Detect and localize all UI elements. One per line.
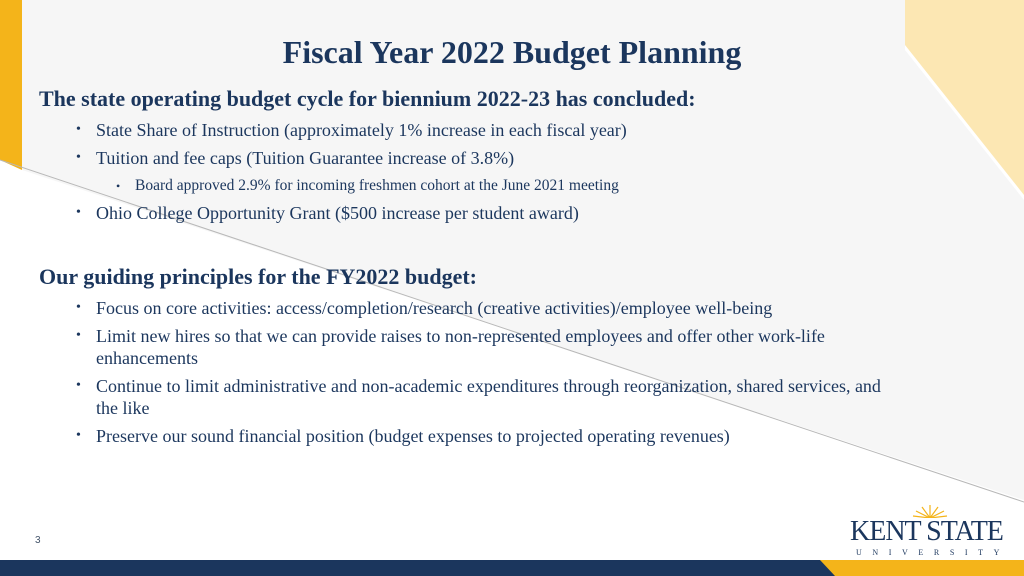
list-item xyxy=(0,119,896,141)
section-heading-budget-cycle: The state operating budget cycle for biennium 2022-23 has concluded: xyxy=(39,86,696,111)
bullet-icon: • xyxy=(76,122,81,137)
bullet-icon: • xyxy=(76,205,81,220)
bullet-icon: • xyxy=(76,328,81,343)
list-item-text: Ohio College Opportunity Grant ($500 increase per student award) xyxy=(96,203,579,223)
bullet-icon: • xyxy=(76,378,81,393)
list-item xyxy=(0,297,896,319)
guiding-principles-list xyxy=(0,297,896,447)
bullet-icon: • xyxy=(76,300,81,315)
logo-subtitle: UNIVERSITY xyxy=(856,548,1010,557)
list-item-text: Preserve our sound financial position (budget expenses to projected operating revenues) xyxy=(96,426,730,446)
list-item xyxy=(0,325,896,369)
budget-cycle-list xyxy=(0,119,935,224)
kent-state-logo xyxy=(846,512,1010,557)
list-item-text: Board approved 2.9% for incoming freshmen cohort at the June 2021 meeting xyxy=(135,177,619,194)
list-item xyxy=(0,147,896,169)
bullet-icon: • xyxy=(116,179,121,193)
list-item xyxy=(0,202,896,224)
list-item-text: Focus on core activities: access/completion/research (creative activities)/employee well-being xyxy=(96,298,773,318)
section-heading-guiding-principles: Our guiding principles for the FY2022 budget: xyxy=(39,264,478,289)
list-item-text: State Share of Instruction (approximately 1% increase in each fiscal year) xyxy=(96,120,627,140)
page-title: Fiscal Year 2022 Budget Planning xyxy=(282,34,742,70)
logo-wordmark: KENT STATE xyxy=(850,516,1003,547)
list-item xyxy=(0,425,896,447)
slide-number: 3 xyxy=(35,535,41,546)
bullet-icon: • xyxy=(76,150,81,165)
footer-gold-accent xyxy=(820,560,1024,576)
list-item xyxy=(0,175,935,197)
list-item-text: Continue to limit administrative and non-academic expenditures through reorganization, shared services, and the like xyxy=(96,376,881,418)
list-item xyxy=(0,375,896,419)
list-item-text: Limit new hires so that we can provide raises to non-represented employees and offer other work-life enhancements xyxy=(96,326,825,368)
list-item-text: Tuition and fee caps (Tuition Guarantee increase of 3.8%) xyxy=(96,148,515,168)
bullet-icon: • xyxy=(76,428,81,443)
